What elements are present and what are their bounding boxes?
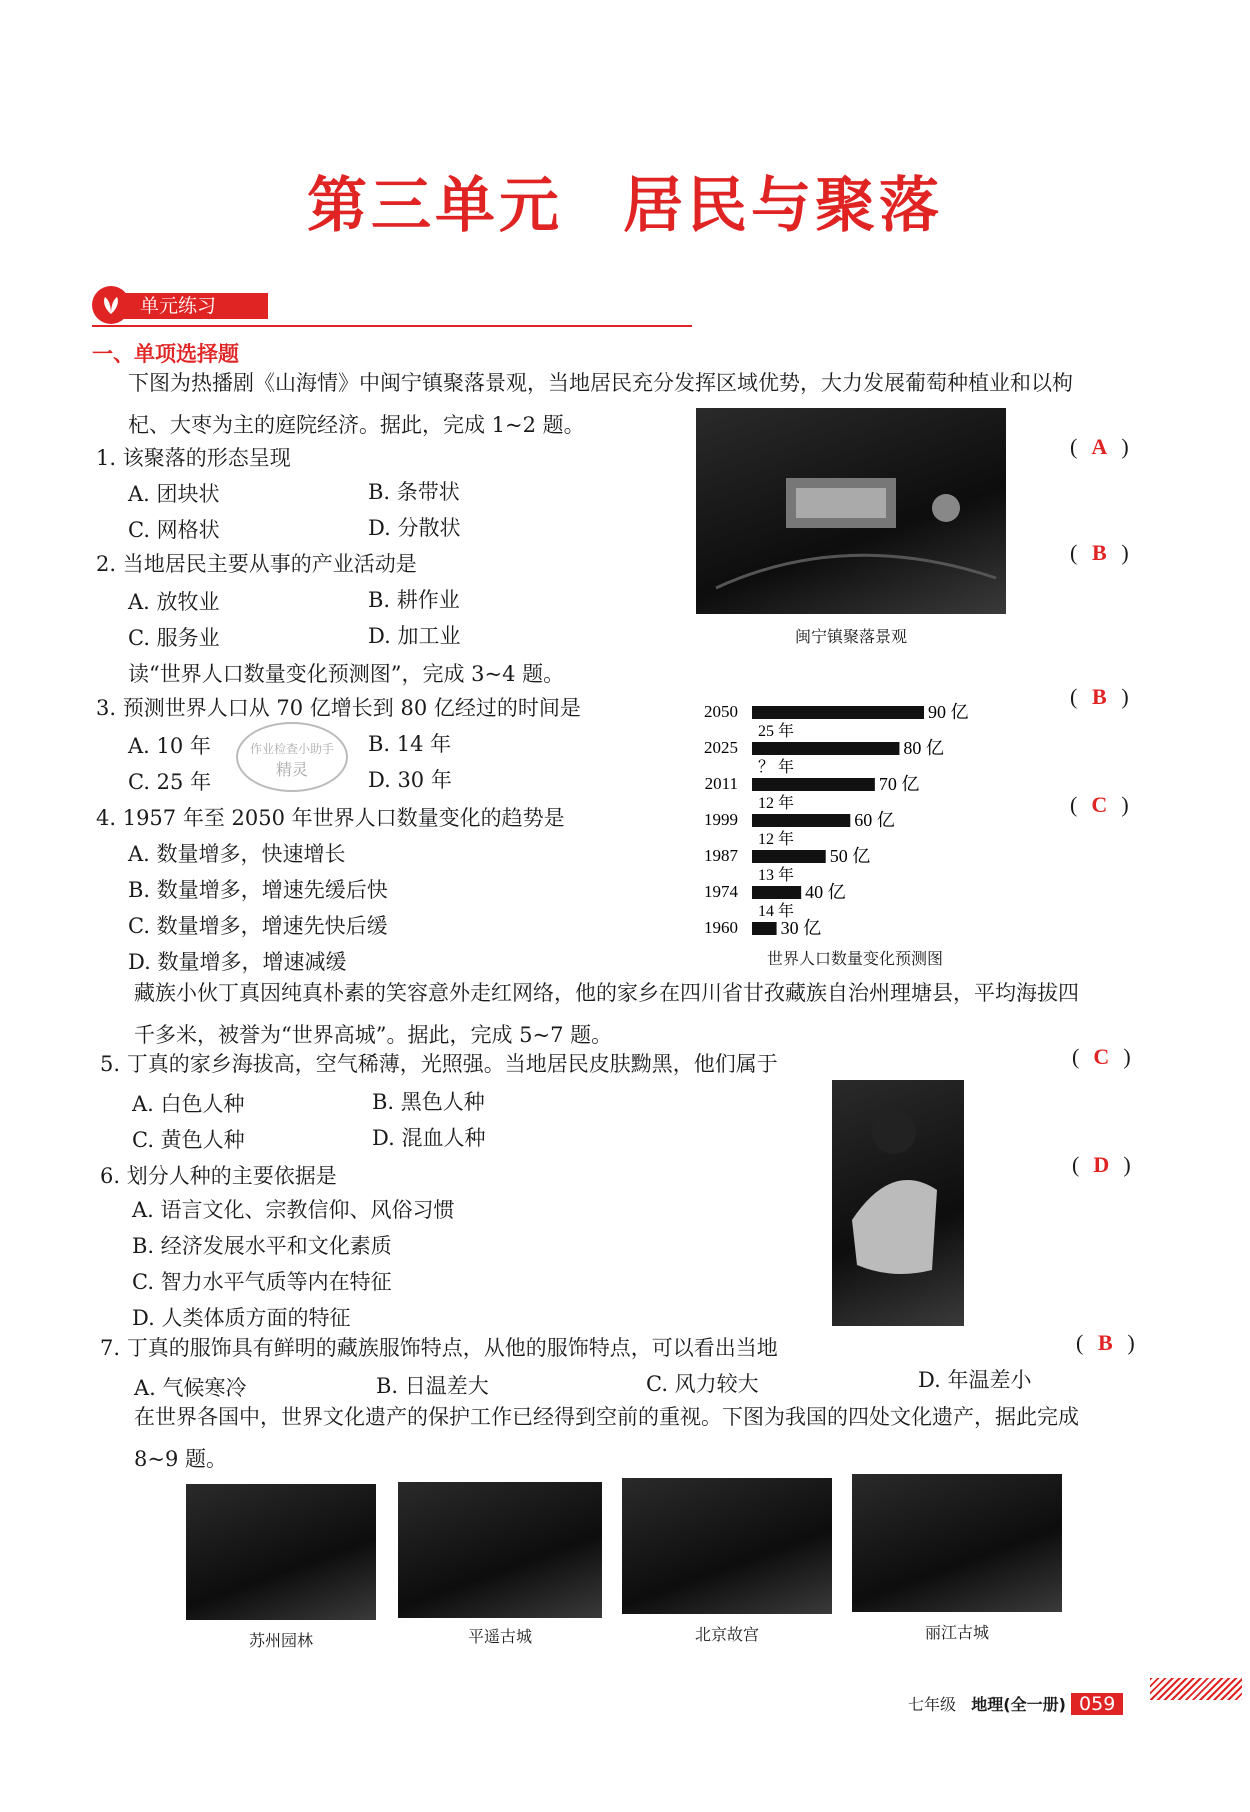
- value-label: 90 亿: [928, 702, 969, 722]
- photo1-caption: 闽宁镇聚落景观: [794, 627, 907, 646]
- q2-answer: ( B ): [1070, 540, 1129, 565]
- value-label: 40 亿: [805, 882, 846, 902]
- q5-option-c: C. 黄色人种: [132, 1128, 245, 1152]
- q1-option-a: A. 团块状: [128, 482, 220, 506]
- year-label: 1987: [704, 846, 738, 865]
- q4-stem: 4. 1957 年至 2050 年世界人口数量变化的趋势是: [96, 806, 565, 830]
- watermark-stamp: [236, 722, 348, 792]
- page-title: 第三单元 居民与聚落: [307, 171, 943, 241]
- badge-label: 单元练习: [118, 293, 268, 319]
- heritage-caption-1: 苏州园林: [248, 1631, 313, 1650]
- q5-option-d: D. 混血人种: [372, 1126, 486, 1150]
- interval-label: 12 年: [758, 831, 795, 848]
- q4-option-a: A. 数量增多，快速增长: [128, 842, 346, 866]
- leaf-icon: [92, 286, 130, 324]
- q1-stem: 1. 该聚落的形态呈现: [96, 446, 291, 470]
- value-label: 30 亿: [780, 918, 822, 938]
- unit-practice-badge: [92, 286, 276, 320]
- q6-option-a: A. 语言文化、宗教信仰、风俗习惯: [132, 1198, 455, 1222]
- q5-option-b: B. 黑色人种: [372, 1090, 485, 1114]
- population-chart: [690, 688, 1020, 978]
- value-label: 60 亿: [854, 810, 895, 830]
- q7-option-d: D. 年温差小: [918, 1368, 1032, 1392]
- q4-answer: ( C ): [1070, 792, 1129, 817]
- interval-label: 13 年: [758, 867, 795, 884]
- population-bar: [752, 886, 801, 899]
- footer-subject: 地理(全一册): [971, 1695, 1066, 1714]
- chart-title: 世界人口数量变化预测图: [766, 949, 943, 968]
- value-label: 80 亿: [903, 738, 944, 758]
- intro-3: 藏族小伙丁真因纯真朴素的笑容意外走红网络，他的家乡在四川省甘孜藏族自治州理塘县，平均海拔四 千多米，被誉为“世界高城”。据此，完成 5~7 题。: [134, 981, 1079, 1047]
- q3-option-a: A. 10 年: [128, 734, 211, 758]
- footer-hatch: [1150, 1678, 1242, 1700]
- q2-option-c: C. 服务业: [128, 626, 220, 650]
- year-label: 2050: [704, 702, 738, 721]
- intro-2: 读“世界人口数量变化预测图”，完成 3~4 题。: [128, 662, 565, 686]
- population-bar: [752, 742, 899, 755]
- value-label: 70 亿: [878, 774, 920, 794]
- intro-4: 在世界各国中，世界文化遗产的保护工作已经得到空前的重视。下图为我国的四处文化遗产，据此完成 8~9 题。: [134, 1405, 1079, 1471]
- interval-label: 14 年: [758, 903, 795, 920]
- footer-grade: 七年级: [908, 1695, 957, 1714]
- q3-option-c: C. 25 年: [128, 770, 212, 794]
- heritage-photo-beijing: [622, 1478, 832, 1614]
- page-number: 059: [1071, 1693, 1123, 1715]
- population-bar: [752, 850, 826, 863]
- population-chart-svg: [690, 688, 1020, 956]
- q6-answer: ( D ): [1072, 1152, 1131, 1177]
- year-label: 2011: [704, 774, 738, 793]
- q7-answer: ( B ): [1076, 1330, 1135, 1355]
- page-footer: [908, 1692, 1123, 1715]
- heritage-caption-3: 北京故宫: [694, 1625, 759, 1644]
- person-photo: [832, 1080, 964, 1326]
- heritage-photo-lijiang: [852, 1474, 1062, 1612]
- q3-answer: ( B ): [1070, 684, 1129, 709]
- q6-option-b: B. 经济发展水平和文化素质: [132, 1234, 392, 1258]
- population-bar: [752, 922, 777, 935]
- q3-option-d: D. 30 年: [368, 768, 452, 792]
- q2-option-b: B. 耕作业: [368, 588, 460, 612]
- heritage-photo-suzhou: [186, 1484, 376, 1620]
- stamp-text-1: 精灵: [275, 760, 308, 779]
- q4-option-c: C. 数量增多，增速先快后缓: [128, 914, 388, 938]
- q2-stem: 2. 当地居民主要从事的产业活动是: [96, 552, 417, 576]
- interval-label: ？ 年: [758, 759, 795, 776]
- settlement-photo: [696, 408, 1006, 614]
- interval-label: 25 年: [758, 723, 795, 740]
- q1-answer: ( A ): [1070, 434, 1129, 459]
- population-bar: [752, 706, 924, 719]
- intro-1: 下图为热播剧《山海情》中闽宁镇聚落景观，当地居民充分发挥区域优势，大力发展葡萄种植业和以枸 杞、大枣为主的庭院经济。据此，完成 1~2 题。: [128, 371, 1073, 437]
- q7-option-c: C. 风力较大: [646, 1372, 759, 1396]
- q5-option-a: A. 白色人种: [132, 1092, 245, 1116]
- q1-option-c: C. 网格状: [128, 518, 220, 542]
- q7-option-b: B. 日温差大: [376, 1374, 489, 1398]
- heritage-caption-4: 丽江古城: [924, 1623, 989, 1642]
- stamp-text-0: 作业检查小助手: [249, 742, 334, 756]
- population-bar: [752, 814, 850, 827]
- q6-option-c: C. 智力水平气质等内在特征: [132, 1270, 392, 1294]
- q3-option-b: B. 14 年: [368, 732, 452, 756]
- population-bar: [752, 778, 875, 791]
- q4-option-d: D. 数量增多，增速减缓: [128, 950, 347, 974]
- heritage-photo-pingyao: [398, 1482, 602, 1618]
- q2-option-d: D. 加工业: [368, 624, 461, 648]
- q7-stem: 7. 丁真的服饰具有鲜明的藏族服饰特点，从他的服饰特点，可以看出当地: [100, 1336, 778, 1360]
- value-label: 50 亿: [829, 846, 871, 866]
- q4-option-b: B. 数量增多，增速先缓后快: [128, 878, 388, 902]
- interval-label: 12 年: [758, 795, 795, 812]
- year-label: 1974: [704, 882, 738, 901]
- q5-answer: ( C ): [1072, 1044, 1131, 1069]
- year-label: 2025: [704, 738, 738, 757]
- q2-option-a: A. 放牧业: [128, 590, 220, 614]
- q3-stem: 3. 预测世界人口从 70 亿增长到 80 亿经过的时间是: [96, 696, 581, 720]
- q1-option-d: D. 分散状: [368, 516, 461, 540]
- year-label: 1999: [704, 810, 738, 829]
- heritage-caption-2: 平遥古城: [467, 1627, 532, 1646]
- q5-stem: 5. 丁真的家乡海拔高，空气稀薄，光照强。当地居民皮肤黝黑，他们属于: [100, 1052, 778, 1076]
- section-heading: 一、单项选择题: [92, 342, 239, 366]
- q6-option-d: D. 人类体质方面的特征: [132, 1306, 351, 1330]
- q1-option-b: B. 条带状: [368, 480, 460, 504]
- q7-option-a: A. 气候寒冷: [134, 1376, 247, 1400]
- q6-stem: 6. 划分人种的主要依据是: [100, 1164, 337, 1188]
- year-label: 1960: [704, 918, 738, 937]
